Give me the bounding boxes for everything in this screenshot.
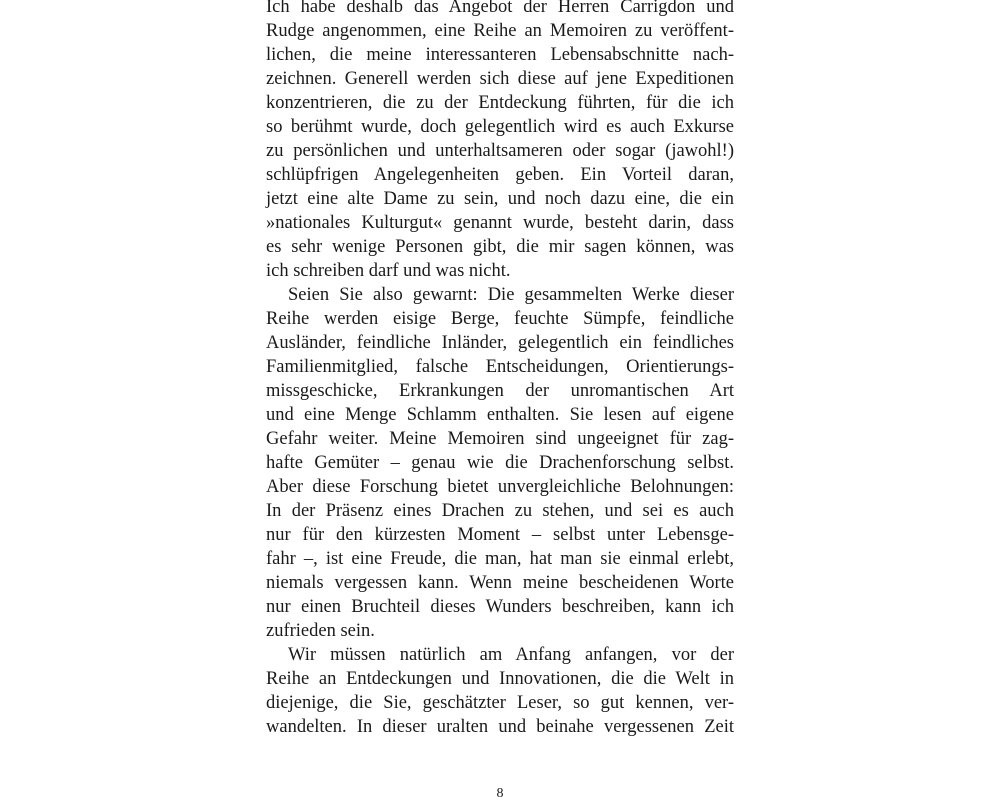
text-line: wandelten. In dieser uralten und beinahe vergessenen Zeit [266, 717, 734, 737]
text-line: Wir müssen natürlich am Anfang anfangen, vor der [288, 645, 734, 665]
text-line: so berühmt wurde, doch gelegentlich wird es auch Exkurse [266, 117, 734, 137]
text-line: nur für den kürzesten Moment – selbst unter Lebensge- [266, 525, 734, 545]
text-line: lichen, die meine interessanteren Lebensabschnitte nach- [266, 45, 734, 65]
text-line: zufrieden sein. [266, 621, 375, 641]
text-line: Seien Sie also gewarnt: Die gesammelten Werke dieser [288, 285, 734, 305]
text-line: hafte Gemüter – genau wie die Drachenforschung selbst. [266, 453, 734, 473]
text-line: Gefahr weiter. Meine Memoiren sind ungeeignet für zag- [266, 429, 734, 449]
text-line: Reihe werden eisige Berge, feuchte Sümpfe, feindliche [266, 309, 734, 329]
text-line: Aber diese Forschung bietet unvergleichliche Belohnungen: [266, 477, 734, 497]
text-line: Ich habe deshalb das Angebot der Herren Carrigdon und [266, 0, 734, 17]
text-line: es sehr wenige Personen gibt, die mir sagen können, was [266, 237, 734, 257]
text-line: zeichnen. Generell werden sich diese auf jene Expeditionen [266, 69, 734, 89]
text-line: ich schreiben darf und was nicht. [266, 261, 511, 281]
text-line: Reihe an Entdeckungen und Innovationen, die die Welt in [266, 669, 734, 689]
text-line: zu persönlichen und unterhaltsameren oder sogar (jawohl!) [266, 141, 734, 161]
text-line: und eine Menge Schlamm enthalten. Sie lesen auf eigene [266, 405, 734, 425]
page-number: 8 [496, 786, 504, 801]
text-line: missgeschicke, Erkrankungen der unromantischen Art [266, 381, 734, 401]
text-line: niemals vergessen kann. Wenn meine bescheidenen Worte [266, 573, 734, 593]
text-line: »nationales Kulturgut« genannt wurde, besteht darin, dass [266, 213, 734, 233]
text-line: Rudge angenommen, eine Reihe an Memoiren zu veröffent- [266, 21, 734, 41]
text-line: jetzt eine alte Dame zu sein, und noch dazu eine, die ein [266, 189, 734, 209]
text-line: nur einen Bruchteil dieses Wunders beschreiben, kann ich [266, 597, 734, 617]
text-line: konzentrieren, die zu der Entdeckung führten, für die ich [266, 93, 734, 113]
text-line: In der Präsenz eines Drachen zu stehen, und sei es auch [266, 501, 734, 521]
body-text [266, 0, 734, 739]
text-line: fahr –, ist eine Freude, die man, hat man sie einmal erlebt, [266, 549, 734, 569]
text-line: schlüpfrigen Angelegenheiten geben. Ein Vorteil daran, [266, 165, 734, 185]
text-line: Ausländer, feindliche Inländer, gelegentlich ein feindliches [266, 333, 734, 353]
text-line: Familienmitglied, falsche Entscheidungen, Orientierungs- [266, 357, 734, 377]
text-line: diejenige, die Sie, geschätzter Leser, so gut kennen, ver- [266, 693, 734, 713]
